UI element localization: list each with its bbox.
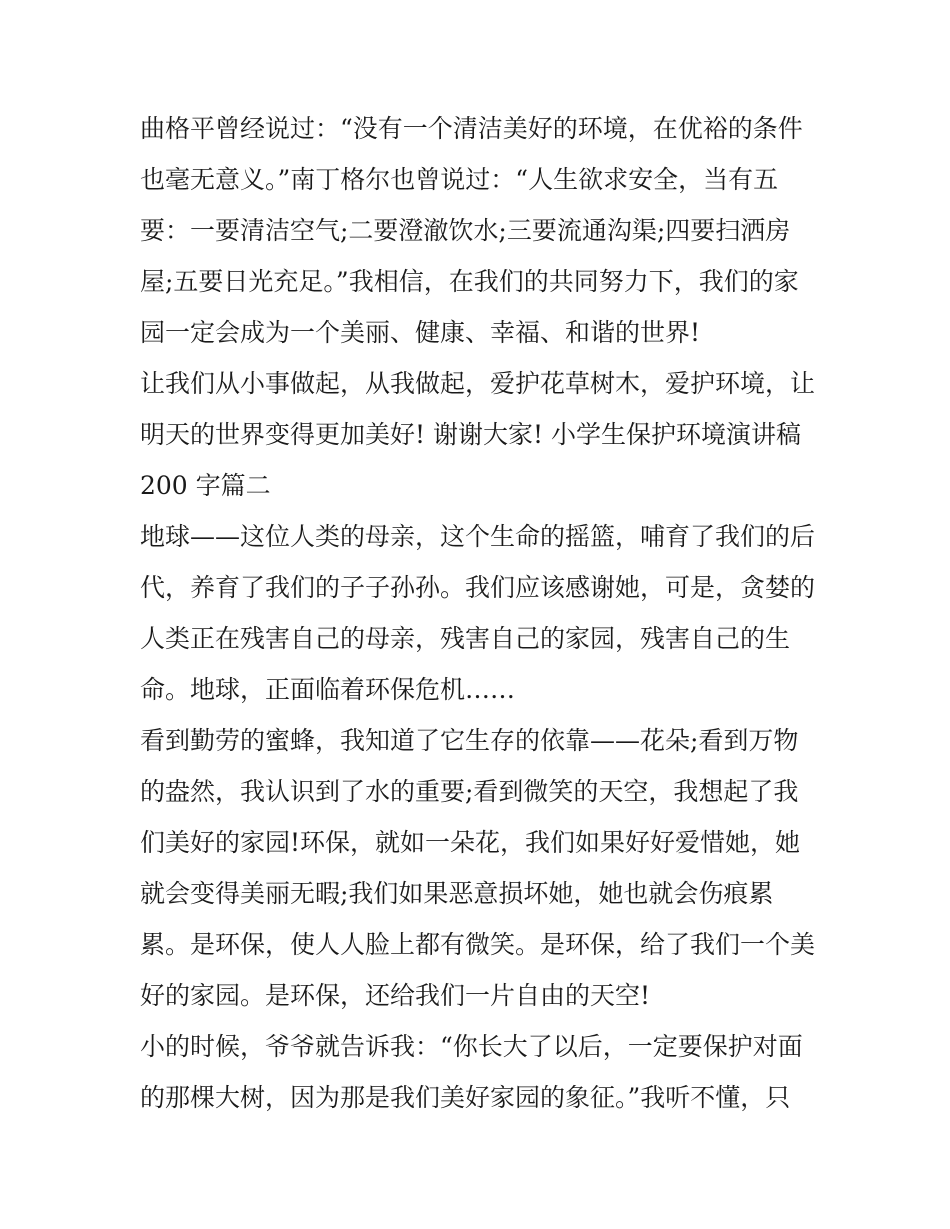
text-line: 好的家园。是环保，还给我们一片自由的天空! <box>140 981 651 1010</box>
text-line: 看到勤劳的蜜蜂，我知道了它生存的依靠——花朵;看到万物 <box>140 726 799 755</box>
text-line: 们美好的家园!环保，就如一朵花，我们如果好好爱惜她，她 <box>140 828 801 857</box>
text-line: 曲格平曾经说过：“没有一个清洁美好的环境，在优裕的条件 <box>140 114 803 143</box>
text-line: 的盎然，我认识到了水的重要;看到微笑的天空，我想起了我 <box>140 777 799 806</box>
text-line: 就会变得美丽无暇;我们如果恶意损坏她，她也就会伤痕累 <box>140 879 774 908</box>
text-line: 要：一要清洁空气;二要澄澈饮水;三要流通沟渠;四要扫洒房 <box>140 216 791 245</box>
text-line: 也毫无意义。”南丁格尔也曾说过：“人生欲求安全，当有五 <box>140 165 779 194</box>
section-heading-line: 200 字篇二 <box>140 471 271 500</box>
text-line: 代，养育了我们的子子孙孙。我们应该感谢她，可是，贪婪的 <box>140 573 816 602</box>
text-line: 人类正在残害自己的母亲，残害自己的家园，残害自己的生 <box>140 624 791 653</box>
text-line: 园一定会成为一个美丽、健康、幸福、和谐的世界! <box>140 318 701 347</box>
text-line: 累。是环保，使人人脸上都有微笑。是环保，给了我们一个美 <box>140 930 816 959</box>
text-line: 的那棵大树，因为那是我们美好家园的象征。”我听不懂，只 <box>140 1083 791 1112</box>
text-line: 屋;五要日光充足。”我相信，在我们的共同努力下，我们的家 <box>140 267 799 296</box>
text-line: 让我们从小事做起，从我做起，爱护花草树木，爱护环境，让 <box>140 369 816 398</box>
text-line: 命。地球，正面临着环保危机…… <box>140 675 516 704</box>
text-line: 地球——这位人类的母亲，这个生命的摇篮，哺育了我们的后 <box>140 522 816 551</box>
text-line: 明天的世界变得更加美好! 谢谢大家! 小学生保护环境演讲稿 <box>140 420 801 449</box>
text-line: 小的时候，爷爷就告诉我：“你长大了以后，一定要保护对面 <box>140 1032 803 1061</box>
document-body <box>140 103 820 1123</box>
